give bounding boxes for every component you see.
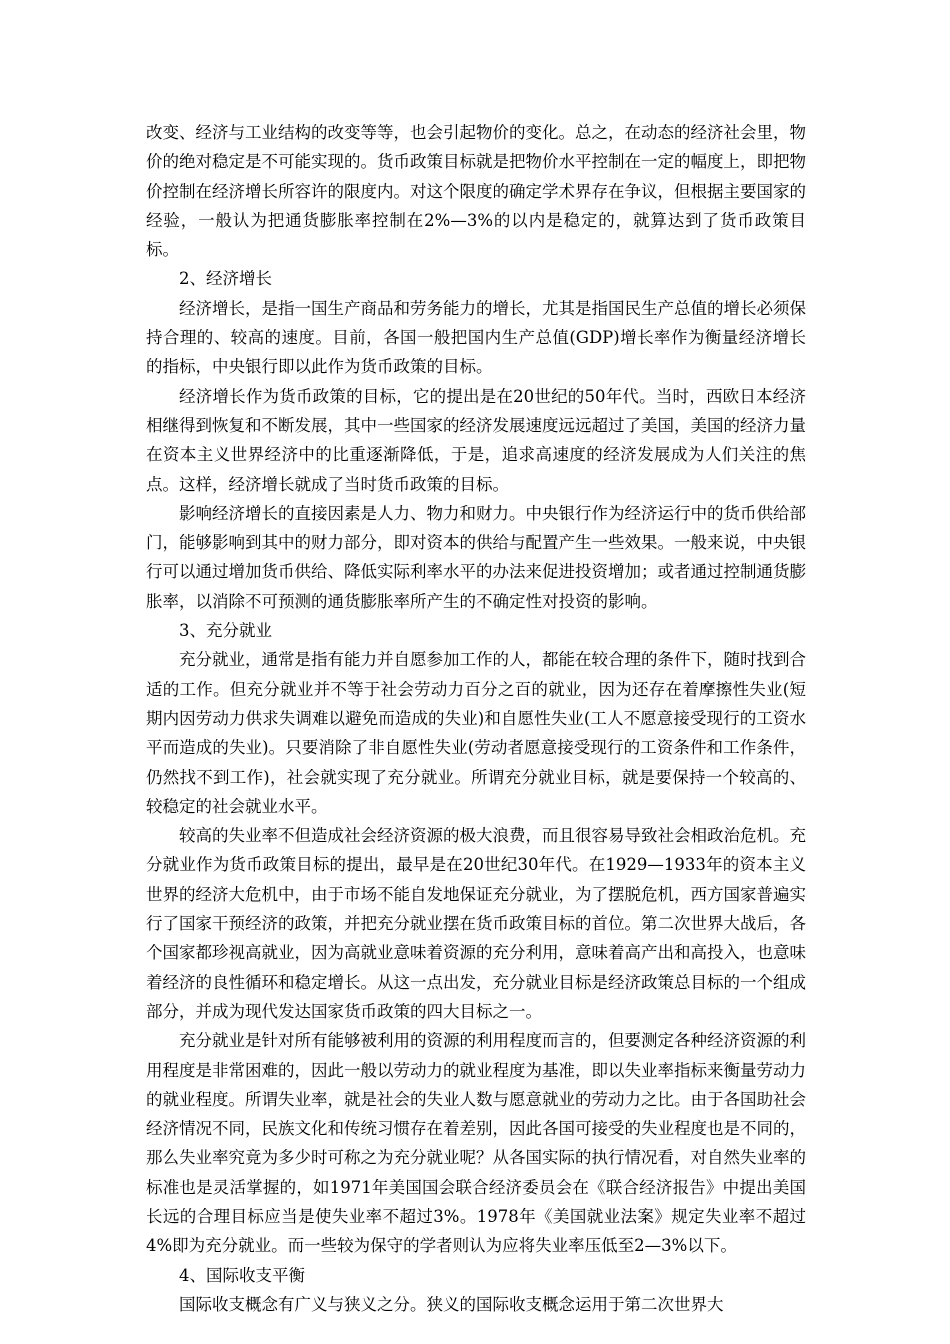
paragraph-economic-growth-factors: 影响经济增长的直接因素是人力、物力和财力。中央银行作为经济运行中的货币供给部门，能够影响到其中的财力部分，即对资本的供给与配置产生一些效果。一般来说，中央银行可以通过增加货币供给、降低实际利率水平的办法来促进投资增加；或者通过控制通货膨胀率，以消除不可预测的通货膨胀率所产生的不确定性对投资的影响。 — [146, 503, 806, 611]
paragraph-economic-growth-definition: 经济增长，是指一国生产商品和劳务能力的增长，尤其是指国民生产总值的增长必须保持合理的、较高的速度。目前，各国一般把国内生产总值(GDP)增长率作为衡量经济增长的指标，中央银行即以此作为货币政策的目标。 — [146, 298, 806, 377]
paragraph-full-employment-definition: 充分就业，通常是指有能力并自愿参加工作的人，都能在较合理的条件下，随时找到合适的工作。但充分就业并不等于社会劳动力百分之百的就业，因为还存在着摩擦性失业(短期内因劳动力供求失调难以避免而造成的失业)和自愿性失业(工人不愿意接受现行的工资水平而造成的失业)。只要消除了非自愿性失业(劳动者愿意接受现行的工资条件和工作条件，仍然找不到工作)，社会就实现了充分就业。所谓充分就业目标，就是要保持一个较高的、较稳定的社会就业水平。 — [146, 650, 806, 816]
section-heading-balance-of-payments: 4、国际收支平衡 — [179, 1265, 305, 1285]
document-page — [146, 118, 806, 1319]
paragraph-full-employment-measurement: 充分就业是针对所有能够被利用的资源的利用程度而言的，但要测定各种经济资源的利用程度是非常困难的，因此一般以劳动力的就业程度为基准，即以失业率指标来衡量劳动力的就业程度。所谓失业率，就是社会的失业人数与愿意就业的劳动力之比。由于各国助社会经济情况不同，民族文化和传统习惯存在着差别，因此各国可接受的失业程度也是不同的，那么失业率究竟为多少时可称之为充分就业呢？从各国实际的执行情况看，对自然失业率的标准也是灵活掌握的，如1971年美国国会联合经济委员会在《联合经济报告》中提出美国长远的合理目标应当是使失业率不超过3%。1978年《美国就业法案》规定失业率不超过4%即为充分就业。而一些较为保守的学者则认为应将失业率压低至2—3%以下。 — [146, 1031, 806, 1256]
paragraph-economic-growth-history: 经济增长作为货币政策的目标，它的提出是在20世纪的50年代。当时，西欧日本经济相继得到恢复和不断发展，其中一些国家的经济发展速度远远超过了美国，美国的经济力量在资本主义世界经济中的比重逐渐降低，于是，追求高速度的经济发展成为人们关注的焦点。这样，经济增长就成了当时货币政策的目标。 — [146, 386, 806, 494]
section-heading-full-employment: 3、充分就业 — [179, 621, 272, 641]
paragraph-balance-of-payments-start: 国际收支概念有广义与狭义之分。狭义的国际收支概念运用于第二次世界大 — [179, 1294, 724, 1314]
paragraph-price-stability-end: 改变、经济与工业结构的改变等等，也会引起物价的变化。总之，在动态的经济社会里，物价的绝对稳定是不可能实现的。货币政策目标就是把物价水平控制在一定的幅度上，即把物价控制在经济增长所容许的限度内。对这个限度的确定学术界存在争议，但根据主要国家的经验，一般认为把通货膨胀率控制在2%—3%的以内是稳定的，就算达到了货币政策目标。 — [146, 123, 806, 260]
section-heading-economic-growth: 2、经济增长 — [179, 269, 272, 289]
paragraph-full-employment-history: 较高的失业率不但造成社会经济资源的极大浪费，而且很容易导致社会相政治危机。充分就业作为货币政策目标的提出，最早是在20世纪30年代。在1929—1933年的资本主义世界的经济大危机中，由于市场不能自发地保证充分就业，为了摆脱危机，西方国家普遍实行了国家干预经济的政策，并把充分就业摆在货币政策目标的首位。第二次世界大战后，各个国家都珍视高就业，因为高就业意味着资源的充分利用，意味着高产出和高投入，也意味着经济的良性循环和稳定增长。从这一点出发，充分就业目标是经济政策总目标的一个组成部分，并成为现代发达国家货币政策的四大目标之一。 — [146, 826, 806, 1021]
